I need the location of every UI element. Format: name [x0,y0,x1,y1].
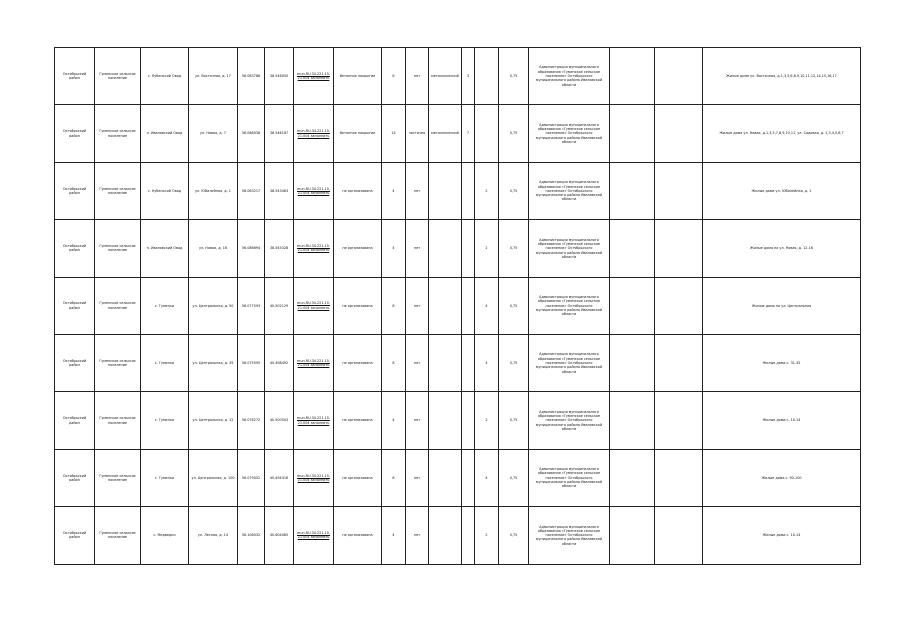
cell-volume: 0,75 [499,449,529,506]
cell-volume: 0,75 [499,334,529,391]
cell-bunker: 2 [475,220,499,277]
cell-fence [429,220,462,277]
table-row [55,48,861,105]
cell-registry-code[interactable]: mun.RU.34.221.15.21.004 заполнить [294,277,334,334]
cell-locality: п. Ивановский Овод [141,220,189,277]
cell-owner: Администрация муниципального образования «Гуменское сельское поселение» Октябрьского муниципального района Ивановской области [529,507,610,564]
cell-covered: нет [406,392,429,449]
container-sites-table [54,47,861,565]
cell-district: Октябрьский район [55,220,95,277]
cell-surface: не организована [334,220,382,277]
cell-area: 4 [382,162,406,219]
cell-sources: Жилые дома по ул. Новая, д. 12-16 [703,220,861,277]
cell-sources: Жилые дома ул. Восточная, д.1,3,5,6,8,9,10,11,12,14,15,16,17 [703,48,861,105]
cell-settlement: Гуменское сельское поселение [95,449,141,506]
cell-bunker [475,105,499,162]
cell-settlement: Гуменское сельское поселение [95,277,141,334]
cell-containers [462,334,475,391]
cell-registry-code[interactable]: mun.RU.34.221.15.21.004 заполнить [294,220,334,277]
cell-fence [429,162,462,219]
cell-area: 4 [382,220,406,277]
cell-sources: Жилые дома с. 90-100 [703,449,861,506]
cell-address: ул. Новая, д. 16 [189,220,238,277]
cell-surface: бетонное покрытие [334,105,382,162]
cell-ogrn [655,162,703,219]
cell-lon: 40.604085 [265,507,294,564]
cell-fence [429,507,462,564]
cell-address: ул. Центральная, д. 50 [189,277,238,334]
cell-area: 4 [382,507,406,564]
table-row [55,277,861,334]
cell-containers [462,507,475,564]
cell-district: Октябрьский район [55,48,95,105]
cell-ogrn [655,48,703,105]
table-row [55,449,861,506]
cell-registry-code[interactable]: mun.RU.34.221.15.21.004 заполнить [294,105,334,162]
cell-locality: с. Кубанский Овод [141,48,189,105]
cell-bunker: 2 [475,507,499,564]
cell-lat: 56.086694 [238,220,265,277]
cell-inn [610,162,655,219]
cell-registry-code[interactable]: mun.RU.34.221.15.21.004 заполнить [294,48,334,105]
cell-inn [610,48,655,105]
cell-settlement: Гуменское сельское поселение [95,162,141,219]
cell-lon: 38.546050 [265,48,294,105]
cell-surface: не организована [334,392,382,449]
cell-settlement: Гуменское сельское поселение [95,507,141,564]
cell-area: 14 [382,105,406,162]
cell-district: Октябрьский район [55,277,95,334]
cell-ogrn [655,507,703,564]
cell-lat: 56.108032 [238,507,265,564]
cell-area: 8 [382,334,406,391]
cell-settlement: Гуменское сельское поселение [95,220,141,277]
cell-lat: 56.076272 [238,392,265,449]
cell-lon: 40.502129 [265,277,294,334]
cell-containers: 7 [462,105,475,162]
cell-address: ул. Лесная, д. 14 [189,507,238,564]
cell-ogrn [655,220,703,277]
cell-covered: нет [406,334,429,391]
cell-containers [462,392,475,449]
cell-owner: Администрация муниципального образования «Гуменское сельское поселение» Октябрьского муниципального района Ивановской области [529,449,610,506]
cell-volume: 0,75 [499,277,529,334]
cell-address: ул. Юбилейная, д. 1 [189,162,238,219]
cell-surface: не организована [334,507,382,564]
cell-inn [610,507,655,564]
cell-registry-code[interactable]: mun.RU.34.221.15.21.004 заполнить [294,162,334,219]
cell-area: 6 [382,48,406,105]
table-row [55,162,861,219]
cell-fence [429,277,462,334]
cell-fence [429,392,462,449]
cell-registry-code[interactable]: mun.RU.34.221.15.21.004 заполнить [294,507,334,564]
cell-bunker: 2 [475,162,499,219]
cell-volume: 0,75 [499,507,529,564]
cell-bunker [475,48,499,105]
cell-inn [610,220,655,277]
cell-lat: 56.075595 [238,334,265,391]
cell-covered: нет [406,162,429,219]
cell-settlement: Гуменское сельское поселение [95,105,141,162]
cell-inn [610,392,655,449]
cell-covered: нет [406,48,429,105]
cell-inn [610,277,655,334]
cell-fence [429,449,462,506]
cell-ogrn [655,392,703,449]
table-row [55,334,861,391]
cell-owner: Администрация муниципального образования «Гуменское сельское поселение» Октябрьского муниципального района Ивановской области [529,392,610,449]
cell-address: ул. Центральная, д. 35 [189,334,238,391]
cell-area: 4 [382,392,406,449]
cell-address: ул. Новая, д. 7 [189,105,238,162]
cell-lon: 40.498492 [265,334,294,391]
cell-bunker: 4 [475,334,499,391]
cell-volume: 0,75 [499,48,529,105]
cell-inn [610,334,655,391]
cell-ogrn [655,449,703,506]
cell-containers [462,162,475,219]
cell-covered: нет [406,449,429,506]
cell-district: Октябрьский район [55,162,95,219]
cell-ogrn [655,334,703,391]
cell-settlement: Гуменское сельское поселение [95,392,141,449]
cell-owner: Администрация муниципального образования «Гуменское сельское поселение» Октябрьского муниципального района Ивановской области [529,105,610,162]
table-row [55,105,861,162]
cell-locality: с. Кубанский Овод [141,162,189,219]
table-row [55,392,861,449]
cell-district: Октябрьский район [55,334,95,391]
cell-registry-code[interactable]: mun.RU.34.221.15.21.004 заполнить [294,449,334,506]
cell-covered: частично [406,105,429,162]
cell-inn [610,449,655,506]
cell-covered: нет [406,220,429,277]
cell-district: Октябрьский район [55,392,95,449]
cell-locality: п. Ивановский Овод [141,105,189,162]
cell-containers [462,277,475,334]
table-row [55,220,861,277]
cell-settlement: Гуменское сельское поселение [95,48,141,105]
cell-address: ул. Восточная, д. 17 [189,48,238,105]
cell-sources: Жилые дома ул. Новая, д.1,3,5,7,8,9,10,11, ул. Садовая, д. 1,3,4,5,6,7 [703,105,861,162]
cell-volume: 0,75 [499,162,529,219]
cell-surface: не организована [334,449,382,506]
cell-lat: 56.083786 [238,48,265,105]
cell-area: 8 [382,449,406,506]
cell-fence: металлический [429,48,462,105]
cell-locality: с. Медведки [141,507,189,564]
cell-lat: 56.079052 [238,449,265,506]
cell-lon: 40.500503 [265,392,294,449]
cell-district: Октябрьский район [55,449,95,506]
cell-bunker: 2 [475,392,499,449]
cell-locality: с. Гуменки [141,449,189,506]
cell-fence [429,334,462,391]
cell-registry-code[interactable]: mun.RU.34.221.15.21.004 заполнить [294,334,334,391]
cell-locality: с. Гуменки [141,392,189,449]
cell-area: 8 [382,277,406,334]
cell-lat: 56.083217 [238,162,265,219]
cell-district: Октябрьский район [55,105,95,162]
cell-owner: Администрация муниципального образования «Гуменское сельское поселение» Октябрьского муниципального района Ивановской области [529,277,610,334]
cell-surface: не организована [334,162,382,219]
cell-sources: Жилые дома ул. Юбилейная, д. 1 [703,162,861,219]
cell-owner: Администрация муниципального образования «Гуменское сельское поселение» Октябрьского муниципального района Ивановской области [529,162,610,219]
cell-inn [610,105,655,162]
cell-lon: 38.543463 [265,162,294,219]
cell-containers [462,449,475,506]
cell-lat: 56.086038 [238,105,265,162]
cell-volume: 0,75 [499,220,529,277]
cell-surface: бетонное покрытие [334,48,382,105]
cell-sources: Жилые дома с. 10-14 [703,392,861,449]
cell-lon: 38.546187 [265,105,294,162]
cell-volume: 0,75 [499,105,529,162]
cell-containers [462,220,475,277]
cell-address: ул. Центральная, д. 12 [189,392,238,449]
cell-ogrn [655,277,703,334]
cell-bunker: 4 [475,277,499,334]
cell-lat: 56.077593 [238,277,265,334]
cell-fence: металлический [429,105,462,162]
cell-locality: с. Гуменки [141,277,189,334]
cell-address: ул. Центральная, д. 100 [189,449,238,506]
cell-sources: Жилые дома по ул. Центральная [703,277,861,334]
cell-covered: нет [406,507,429,564]
cell-lon: 38.545328 [265,220,294,277]
table-body [55,48,861,565]
cell-owner: Администрация муниципального образования «Гуменское сельское поселение» Октябрьского муниципального района Ивановской области [529,334,610,391]
cell-district: Октябрьский район [55,507,95,564]
cell-surface: не организована [334,277,382,334]
cell-containers: 3 [462,48,475,105]
table-row [55,507,861,564]
cell-owner: Администрация муниципального образования «Гуменское сельское поселение» Октябрьского муниципального района Ивановской области [529,48,610,105]
cell-covered: нет [406,277,429,334]
cell-lon: 40.494316 [265,449,294,506]
cell-surface: не организована [334,334,382,391]
cell-ogrn [655,105,703,162]
cell-locality: с. Гуменки [141,334,189,391]
cell-settlement: Гуменское сельское поселение [95,334,141,391]
cell-registry-code[interactable]: mun.RU.34.221.15.21.004 заполнить [294,392,334,449]
cell-bunker: 4 [475,449,499,506]
cell-volume: 0,75 [499,392,529,449]
cell-owner: Администрация муниципального образования «Гуменское сельское поселение» Октябрьского муниципального района Ивановской области [529,220,610,277]
cell-sources: Жилые дома с. 31-35 [703,334,861,391]
cell-sources: Жилые дома с. 10-14 [703,507,861,564]
